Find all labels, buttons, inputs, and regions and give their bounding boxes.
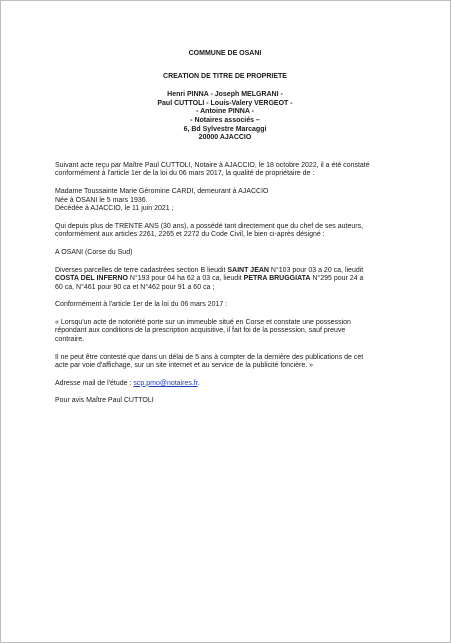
commune-heading: COMMUNE DE OSANI bbox=[188, 50, 262, 57]
owner-line: Madame Toussainte Marie Géromine CARDI, demeurant à AJACCIO bbox=[55, 187, 269, 195]
location-paragraph: A OSANI (Corse du Sud) bbox=[55, 248, 133, 256]
quote-line: répondant aux conditions de la prescription acquisitive, il fait foi de la possession, sauf preuve bbox=[55, 327, 346, 335]
closing-line: Pour avis Maître Paul CUTTOLI bbox=[55, 397, 154, 405]
email-link[interactable]: scp.pmo@notaires.fr bbox=[133, 379, 198, 387]
quote-paragraph bbox=[55, 319, 395, 345]
subject-heading: CREATION DE TITRE DE PROPRIETE bbox=[163, 72, 287, 80]
contest-line: acte par voie d'affichage, sur un site internet et au service de la publicité foncière. » bbox=[55, 362, 314, 370]
lieudit-name: COSTA DEL INFERNO bbox=[55, 275, 128, 283]
parcels-text: N°193 pour 04 ha 62 a 03 ca, lieudit bbox=[127, 275, 244, 283]
notaires-line: 6, Bd Sylvestre Marcaggi bbox=[183, 125, 267, 133]
notaires-line: - Antoine PINNA - bbox=[196, 108, 254, 116]
notaires-line: 20000 AJACCIO bbox=[198, 134, 252, 142]
notaires-line: Henri PINNA - Joseph MELGRANI - bbox=[167, 91, 283, 99]
parcels-paragraph bbox=[55, 267, 395, 293]
parcels-line bbox=[55, 267, 395, 276]
possession-line: Qui depuis plus de TRENTE ANS (30 ans), a possédé tant directement que du chef de ses auteurs, bbox=[55, 222, 364, 230]
parcels-text: N°295 pour 24 a bbox=[310, 275, 364, 283]
notaires-line: - Notaires associés – bbox=[190, 116, 260, 124]
notaires-block bbox=[55, 91, 395, 143]
owner-line: Décédée à AJACCIO, le 11 juin 2021 ; bbox=[55, 205, 174, 213]
email-suffix: . bbox=[197, 379, 200, 387]
notice-document bbox=[55, 50, 395, 415]
parcels-text: Diverses parcelles de terre cadastrées section B lieudit bbox=[55, 266, 228, 274]
contest-paragraph bbox=[55, 354, 395, 371]
parcels-text: N°103 pour 03 a 20 ca, lieudit bbox=[268, 266, 364, 274]
possession-paragraph bbox=[55, 223, 395, 240]
notaires-line: Paul CUTTOLI - Louis-Valery VERGEOT - bbox=[157, 99, 293, 107]
intro-paragraph bbox=[55, 162, 395, 179]
intro-line: Suivant acte reçu par Maître Paul CUTTOLI, Notaire à AJACCIO, le 18 octobre 2022, il a été constaté bbox=[55, 161, 370, 169]
owner-line: Née à OSANI le 5 mars 1936. bbox=[55, 196, 148, 204]
intro-line: conformément à l'article 1er de la loi du 06 mars 2017, la qualité de propriétaire de : bbox=[55, 170, 315, 178]
email-paragraph bbox=[55, 380, 395, 389]
email-label: Adresse mail de l'étude : bbox=[55, 379, 134, 387]
lieudit-name: SAINT JEAN bbox=[227, 266, 269, 274]
lieudit-name: PETRA BRUGGIATA bbox=[243, 275, 311, 283]
possession-line: conformément aux articles 2261, 2265 et 2272 du Code Civil, le bien ci-après désigné : bbox=[55, 231, 325, 239]
contest-line: Il ne peut être contesté que dans un délai de 5 ans à compter de la dernière des publications de cet bbox=[55, 353, 364, 361]
quote-line: « Lorsqu'un acte de notoriété porte sur un immeuble situé en Corse et constate une possession bbox=[55, 318, 351, 326]
parcels-line: 60 ca, N°461 pour 90 ca et N°462 pour 91 a 60 ca ; bbox=[55, 283, 215, 291]
quote-line: contraire. bbox=[55, 336, 85, 344]
parcels-line bbox=[55, 275, 395, 284]
owner-paragraph bbox=[55, 188, 395, 214]
article-reference: Conformément à l'article 1er de la loi du 06 mars 2017 : bbox=[55, 301, 228, 309]
